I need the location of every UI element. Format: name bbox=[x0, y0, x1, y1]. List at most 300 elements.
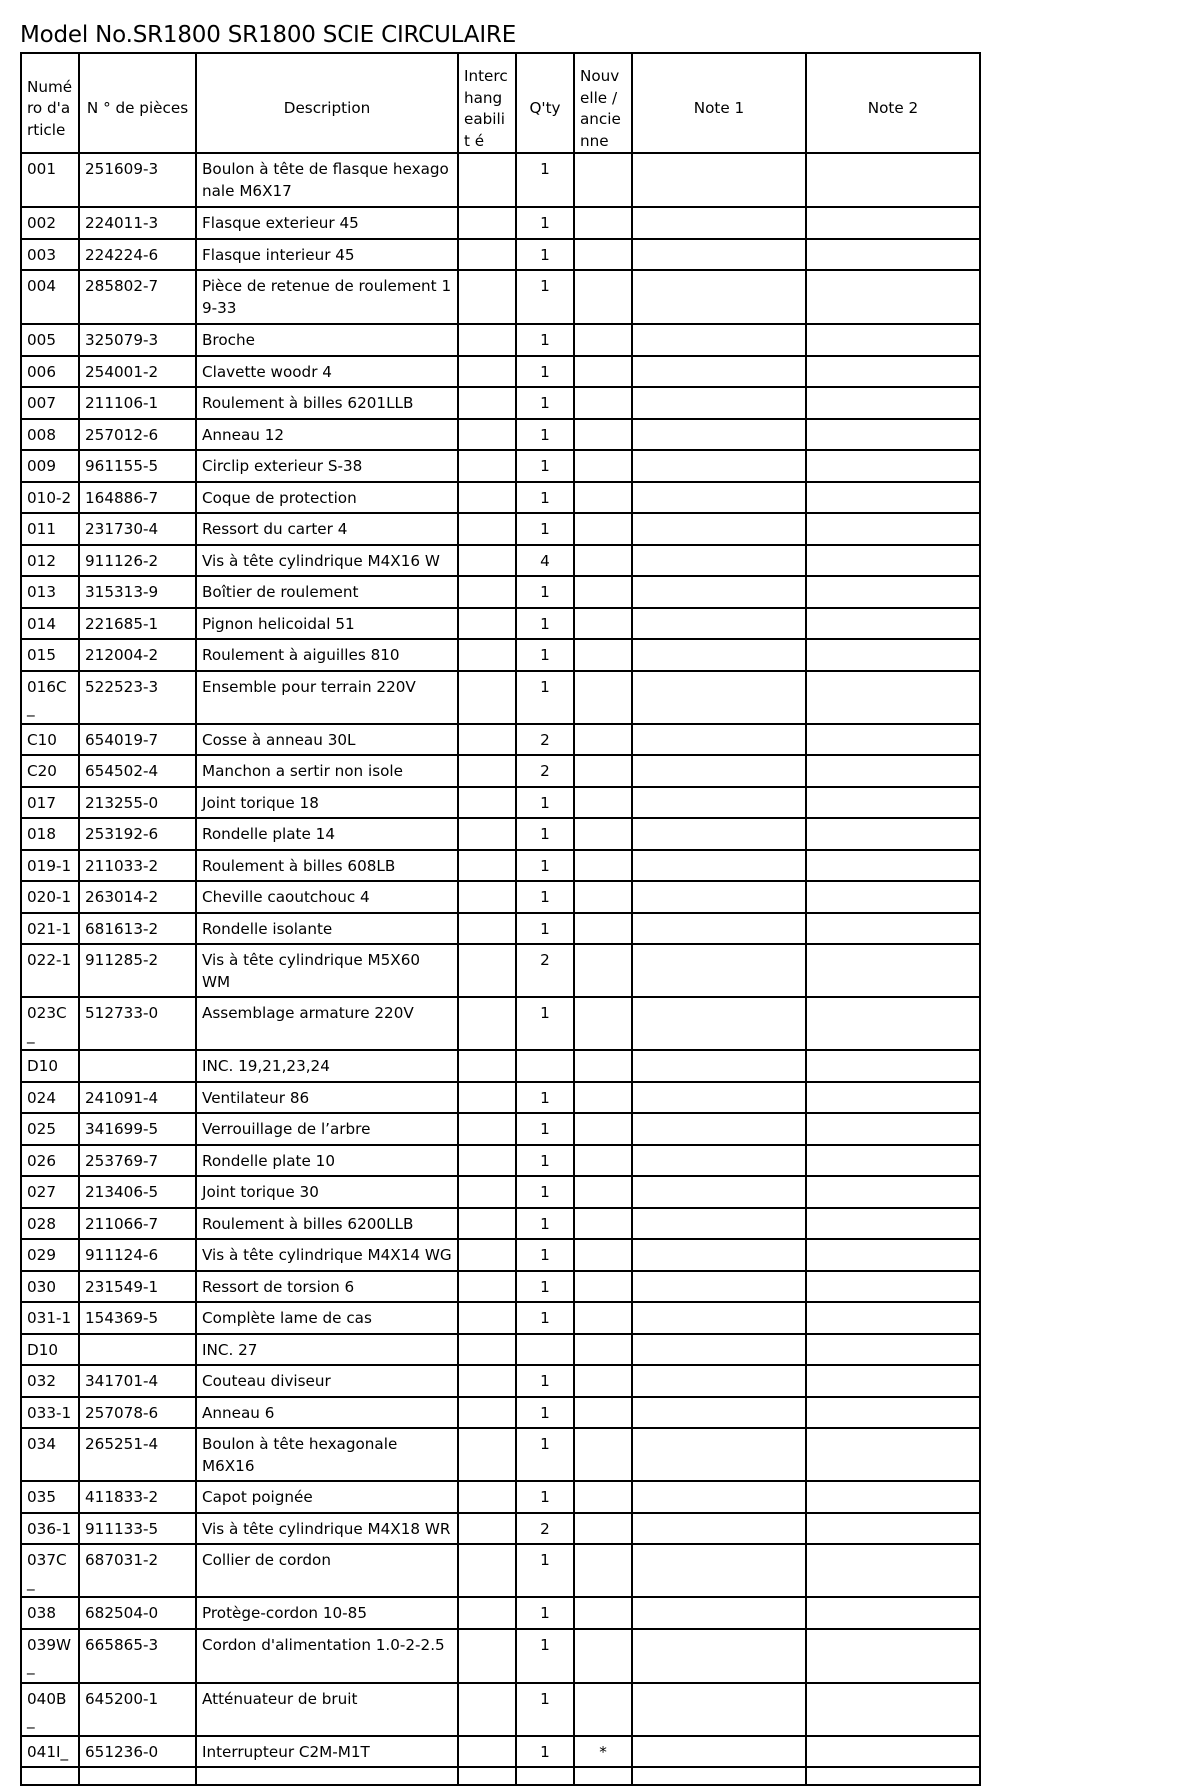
cell-description: Complète lame de cas bbox=[196, 1302, 458, 1334]
page-title: Model No.SR1800 SR1800 SCIE CIRCULAIRE bbox=[20, 22, 517, 48]
cell-new-old bbox=[574, 513, 632, 545]
table-row bbox=[21, 755, 980, 787]
cell-note-2 bbox=[806, 1082, 980, 1114]
cell-item-number: 009 bbox=[21, 450, 79, 482]
cell-description: Vis à tête cylindrique M4X18 WR bbox=[196, 1513, 458, 1545]
cell-quantity: 4 bbox=[516, 545, 574, 577]
cell-note-2 bbox=[806, 1145, 980, 1177]
parts-table-body bbox=[21, 153, 980, 1785]
cell-description: Ressort du carter 4 bbox=[196, 513, 458, 545]
cell-interchangeability bbox=[458, 1683, 516, 1736]
cell-interchangeability bbox=[458, 450, 516, 482]
cell-note-1 bbox=[632, 1767, 806, 1785]
cell-description: INC. 27 bbox=[196, 1334, 458, 1366]
cell-note-1 bbox=[632, 1176, 806, 1208]
cell-part-number: 254001-2 bbox=[79, 356, 196, 388]
cell-description: Anneau 12 bbox=[196, 419, 458, 451]
cell-quantity: 2 bbox=[516, 755, 574, 787]
cell-note-1 bbox=[632, 639, 806, 671]
cell-interchangeability bbox=[458, 1050, 516, 1082]
cell-item-number: 005 bbox=[21, 324, 79, 356]
table-row bbox=[21, 482, 980, 514]
cell-part-number: 285802-7 bbox=[79, 270, 196, 324]
cell-note-2 bbox=[806, 1397, 980, 1429]
cell-description: Manchon a sertir non isole bbox=[196, 755, 458, 787]
cell-part-number: 257078-6 bbox=[79, 1397, 196, 1429]
table-row bbox=[21, 270, 980, 324]
cell-quantity: 1 bbox=[516, 1736, 574, 1768]
cell-description: Ressort de torsion 6 bbox=[196, 1271, 458, 1303]
cell-description: Boîtier de roulement bbox=[196, 576, 458, 608]
header-description: Description bbox=[196, 53, 458, 153]
cell-quantity: 1 bbox=[516, 818, 574, 850]
cell-new-old bbox=[574, 450, 632, 482]
cell-note-1 bbox=[632, 1481, 806, 1513]
cell-interchangeability bbox=[458, 1365, 516, 1397]
cell-new-old bbox=[574, 1302, 632, 1334]
cell-item-number: 008 bbox=[21, 419, 79, 451]
header-new-old: Nouv elle / ancie nne bbox=[574, 53, 632, 153]
table-row bbox=[21, 1365, 980, 1397]
cell-part-number: 231730-4 bbox=[79, 513, 196, 545]
cell-note-1 bbox=[632, 324, 806, 356]
cell-new-old bbox=[574, 1683, 632, 1736]
cell-quantity: 1 bbox=[516, 387, 574, 419]
cell-note-1 bbox=[632, 239, 806, 271]
cell-new-old bbox=[574, 639, 632, 671]
header-note-2: Note 2 bbox=[806, 53, 980, 153]
header-interchangeability: Interc hang eabilit é bbox=[458, 53, 516, 153]
cell-item-number: C20 bbox=[21, 755, 79, 787]
cell-item-number: 025 bbox=[21, 1113, 79, 1145]
cell-note-2 bbox=[806, 545, 980, 577]
cell-part-number: 665865-3 bbox=[79, 1629, 196, 1683]
cell-note-1 bbox=[632, 576, 806, 608]
cell-part-number: 654019-7 bbox=[79, 724, 196, 756]
cell-item-number: 036-1 bbox=[21, 1513, 79, 1545]
cell-note-1 bbox=[632, 387, 806, 419]
cell-interchangeability bbox=[458, 997, 516, 1050]
cell-note-1 bbox=[632, 881, 806, 913]
cell-new-old bbox=[574, 1082, 632, 1114]
cell-note-1 bbox=[632, 787, 806, 819]
cell-note-2 bbox=[806, 513, 980, 545]
table-row bbox=[21, 787, 980, 819]
cell-interchangeability bbox=[458, 1302, 516, 1334]
table-row bbox=[21, 724, 980, 756]
cell-part-number: 257012-6 bbox=[79, 419, 196, 451]
cell-note-2 bbox=[806, 1176, 980, 1208]
cell-item-number: 015 bbox=[21, 639, 79, 671]
cell-new-old bbox=[574, 1334, 632, 1366]
cell-interchangeability bbox=[458, 1736, 516, 1768]
cell-description: Pièce de retenue de roulement 1 9-33 bbox=[196, 270, 458, 324]
table-row bbox=[21, 1428, 980, 1481]
cell-quantity: 1 bbox=[516, 1544, 574, 1597]
cell-note-2 bbox=[806, 153, 980, 207]
table-row bbox=[21, 1113, 980, 1145]
cell-description: Roulement à billes 6201LLB bbox=[196, 387, 458, 419]
cell-note-1 bbox=[632, 1208, 806, 1240]
cell-interchangeability bbox=[458, 913, 516, 945]
cell-part-number: 263014-2 bbox=[79, 881, 196, 913]
cell-description: Couteau diviseur bbox=[196, 1365, 458, 1397]
cell-new-old bbox=[574, 1050, 632, 1082]
cell-quantity: 1 bbox=[516, 881, 574, 913]
cell-note-2 bbox=[806, 850, 980, 882]
cell-note-1 bbox=[632, 482, 806, 514]
table-row bbox=[21, 1513, 980, 1545]
parts-table bbox=[20, 52, 981, 1786]
header-quantity: Q'ty bbox=[516, 53, 574, 153]
cell-item-number: 027 bbox=[21, 1176, 79, 1208]
cell-note-1 bbox=[632, 818, 806, 850]
cell-new-old bbox=[574, 270, 632, 324]
cell-note-1 bbox=[632, 1302, 806, 1334]
cell-note-2 bbox=[806, 1683, 980, 1736]
table-row bbox=[21, 1239, 980, 1271]
cell-item-number: 022-1 bbox=[21, 944, 79, 997]
cell-new-old bbox=[574, 850, 632, 882]
cell-item-number: 035 bbox=[21, 1481, 79, 1513]
cell-description: Roulement à billes 6200LLB bbox=[196, 1208, 458, 1240]
cell-note-1 bbox=[632, 608, 806, 640]
cell-description: Verrouillage de l’arbre bbox=[196, 1113, 458, 1145]
cell-item-number: 006 bbox=[21, 356, 79, 388]
cell-item-number: 038 bbox=[21, 1597, 79, 1629]
table-row bbox=[21, 850, 980, 882]
cell-interchangeability bbox=[458, 1481, 516, 1513]
cell-part-number: 221685-1 bbox=[79, 608, 196, 640]
table-row bbox=[21, 997, 980, 1050]
cell-description: Joint torique 18 bbox=[196, 787, 458, 819]
cell-description: Flasque interieur 45 bbox=[196, 239, 458, 271]
cell-new-old bbox=[574, 1113, 632, 1145]
cell-note-1 bbox=[632, 1629, 806, 1683]
table-row bbox=[21, 153, 980, 207]
cell-note-1 bbox=[632, 270, 806, 324]
cell-item-number: 041I_ bbox=[21, 1736, 79, 1768]
cell-new-old bbox=[574, 545, 632, 577]
cell-quantity: 1 bbox=[516, 207, 574, 239]
cell-part-number: 251609-3 bbox=[79, 153, 196, 207]
cell-note-1 bbox=[632, 1736, 806, 1768]
cell-quantity: 1 bbox=[516, 1597, 574, 1629]
cell-new-old bbox=[574, 1365, 632, 1397]
cell-item-number: 012 bbox=[21, 545, 79, 577]
table-row bbox=[21, 513, 980, 545]
cell-description: Cheville caoutchouc 4 bbox=[196, 881, 458, 913]
cell-interchangeability bbox=[458, 1145, 516, 1177]
cell-description: Pignon helicoidal 51 bbox=[196, 608, 458, 640]
cell-quantity: 1 bbox=[516, 153, 574, 207]
cell-description: Atténuateur de bruit bbox=[196, 1683, 458, 1736]
cell-part-number: 411833-2 bbox=[79, 1481, 196, 1513]
cell-quantity: 1 bbox=[516, 1145, 574, 1177]
cell-note-2 bbox=[806, 1736, 980, 1768]
table-row bbox=[21, 1544, 980, 1597]
cell-description: Broche bbox=[196, 324, 458, 356]
header-part-number: N ° de pièces bbox=[79, 53, 196, 153]
table-row bbox=[21, 1767, 980, 1785]
cell-new-old bbox=[574, 671, 632, 724]
cell-note-2 bbox=[806, 1481, 980, 1513]
cell-part-number: 253769-7 bbox=[79, 1145, 196, 1177]
cell-description: Vis à tête cylindrique M4X14 WG bbox=[196, 1239, 458, 1271]
cell-part-number bbox=[79, 1050, 196, 1082]
cell-description: Boulon à tête hexagonale M6X16 bbox=[196, 1428, 458, 1481]
cell-note-1 bbox=[632, 671, 806, 724]
table-row bbox=[21, 207, 980, 239]
cell-item-number bbox=[21, 1767, 79, 1785]
cell-note-2 bbox=[806, 387, 980, 419]
cell-item-number: 003 bbox=[21, 239, 79, 271]
cell-note-2 bbox=[806, 1050, 980, 1082]
table-row bbox=[21, 1397, 980, 1429]
cell-interchangeability bbox=[458, 513, 516, 545]
cell-part-number bbox=[79, 1767, 196, 1785]
cell-part-number: 211033-2 bbox=[79, 850, 196, 882]
cell-description: INC. 19,21,23,24 bbox=[196, 1050, 458, 1082]
cell-new-old bbox=[574, 881, 632, 913]
table-row bbox=[21, 387, 980, 419]
cell-item-number: 029 bbox=[21, 1239, 79, 1271]
table-row bbox=[21, 1050, 980, 1082]
cell-item-number: 024 bbox=[21, 1082, 79, 1114]
cell-note-2 bbox=[806, 913, 980, 945]
cell-interchangeability bbox=[458, 356, 516, 388]
cell-new-old bbox=[574, 997, 632, 1050]
cell-quantity: 1 bbox=[516, 639, 574, 671]
cell-new-old bbox=[574, 608, 632, 640]
cell-description: Rondelle isolante bbox=[196, 913, 458, 945]
table-row bbox=[21, 608, 980, 640]
cell-quantity: 1 bbox=[516, 1365, 574, 1397]
cell-description: Joint torique 30 bbox=[196, 1176, 458, 1208]
table-row bbox=[21, 1208, 980, 1240]
cell-note-2 bbox=[806, 1767, 980, 1785]
cell-part-number: 231549-1 bbox=[79, 1271, 196, 1303]
cell-note-1 bbox=[632, 997, 806, 1050]
cell-part-number: 211066-7 bbox=[79, 1208, 196, 1240]
cell-item-number: 037C_ bbox=[21, 1544, 79, 1597]
cell-item-number: 001 bbox=[21, 153, 79, 207]
cell-description: Interrupteur C2M-M1T bbox=[196, 1736, 458, 1768]
cell-interchangeability bbox=[458, 324, 516, 356]
cell-interchangeability bbox=[458, 1113, 516, 1145]
cell-part-number: 961155-5 bbox=[79, 450, 196, 482]
cell-description: Clavette woodr 4 bbox=[196, 356, 458, 388]
cell-quantity: 1 bbox=[516, 1629, 574, 1683]
cell-quantity: 1 bbox=[516, 1271, 574, 1303]
cell-description: Flasque exterieur 45 bbox=[196, 207, 458, 239]
cell-part-number: 253192-6 bbox=[79, 818, 196, 850]
cell-item-number: 004 bbox=[21, 270, 79, 324]
cell-part-number: 645200-1 bbox=[79, 1683, 196, 1736]
cell-new-old bbox=[574, 1271, 632, 1303]
cell-quantity: 1 bbox=[516, 1481, 574, 1513]
cell-quantity: 1 bbox=[516, 997, 574, 1050]
cell-quantity: 1 bbox=[516, 239, 574, 271]
cell-note-1 bbox=[632, 1397, 806, 1429]
cell-new-old bbox=[574, 1145, 632, 1177]
cell-part-number: 911126-2 bbox=[79, 545, 196, 577]
cell-new-old bbox=[574, 1767, 632, 1785]
cell-note-2 bbox=[806, 1113, 980, 1145]
cell-interchangeability bbox=[458, 850, 516, 882]
cell-part-number: 224011-3 bbox=[79, 207, 196, 239]
cell-quantity: 1 bbox=[516, 787, 574, 819]
cell-note-2 bbox=[806, 356, 980, 388]
cell-new-old bbox=[574, 787, 632, 819]
cell-interchangeability bbox=[458, 1428, 516, 1481]
cell-quantity: 1 bbox=[516, 356, 574, 388]
cell-interchangeability bbox=[458, 671, 516, 724]
cell-item-number: 020-1 bbox=[21, 881, 79, 913]
cell-part-number bbox=[79, 1334, 196, 1366]
cell-interchangeability bbox=[458, 639, 516, 671]
cell-quantity: 1 bbox=[516, 419, 574, 451]
table-row bbox=[21, 450, 980, 482]
table-row bbox=[21, 671, 980, 724]
cell-part-number: 654502-4 bbox=[79, 755, 196, 787]
cell-interchangeability bbox=[458, 1513, 516, 1545]
cell-part-number: 911133-5 bbox=[79, 1513, 196, 1545]
cell-quantity: 1 bbox=[516, 671, 574, 724]
cell-note-1 bbox=[632, 1544, 806, 1597]
cell-interchangeability bbox=[458, 207, 516, 239]
cell-item-number: 014 bbox=[21, 608, 79, 640]
cell-description: Rondelle plate 10 bbox=[196, 1145, 458, 1177]
table-row bbox=[21, 356, 980, 388]
cell-note-2 bbox=[806, 1302, 980, 1334]
cell-item-number: D10 bbox=[21, 1050, 79, 1082]
cell-description: Cosse à anneau 30L bbox=[196, 724, 458, 756]
cell-interchangeability bbox=[458, 1239, 516, 1271]
cell-quantity bbox=[516, 1767, 574, 1785]
cell-note-1 bbox=[632, 419, 806, 451]
cell-description bbox=[196, 1767, 458, 1785]
cell-part-number: 341701-4 bbox=[79, 1365, 196, 1397]
cell-note-1 bbox=[632, 1365, 806, 1397]
cell-note-2 bbox=[806, 1544, 980, 1597]
cell-quantity: 1 bbox=[516, 576, 574, 608]
cell-interchangeability bbox=[458, 724, 516, 756]
table-row bbox=[21, 1683, 980, 1736]
cell-new-old bbox=[574, 724, 632, 756]
cell-note-2 bbox=[806, 671, 980, 724]
cell-description: Coque de protection bbox=[196, 482, 458, 514]
cell-note-2 bbox=[806, 787, 980, 819]
cell-new-old bbox=[574, 387, 632, 419]
cell-note-2 bbox=[806, 1334, 980, 1366]
cell-description: Collier de cordon bbox=[196, 1544, 458, 1597]
cell-quantity: 1 bbox=[516, 1397, 574, 1429]
cell-note-2 bbox=[806, 450, 980, 482]
cell-quantity: 2 bbox=[516, 1513, 574, 1545]
table-row bbox=[21, 818, 980, 850]
cell-interchangeability bbox=[458, 1208, 516, 1240]
cell-part-number: 681613-2 bbox=[79, 913, 196, 945]
cell-quantity: 2 bbox=[516, 944, 574, 997]
cell-interchangeability bbox=[458, 881, 516, 913]
cell-note-1 bbox=[632, 724, 806, 756]
cell-item-number: 011 bbox=[21, 513, 79, 545]
cell-quantity: 1 bbox=[516, 270, 574, 324]
cell-interchangeability bbox=[458, 818, 516, 850]
cell-note-2 bbox=[806, 944, 980, 997]
cell-description: Roulement à billes 608LB bbox=[196, 850, 458, 882]
cell-item-number: 039W _ bbox=[21, 1629, 79, 1683]
cell-interchangeability bbox=[458, 1176, 516, 1208]
cell-new-old bbox=[574, 755, 632, 787]
cell-note-1 bbox=[632, 207, 806, 239]
cell-note-2 bbox=[806, 1208, 980, 1240]
cell-part-number: 911124-6 bbox=[79, 1239, 196, 1271]
cell-new-old bbox=[574, 1397, 632, 1429]
cell-note-2 bbox=[806, 1239, 980, 1271]
cell-note-1 bbox=[632, 1113, 806, 1145]
cell-item-number: 040B_ bbox=[21, 1683, 79, 1736]
cell-new-old bbox=[574, 1239, 632, 1271]
cell-note-1 bbox=[632, 1428, 806, 1481]
cell-item-number: 021-1 bbox=[21, 913, 79, 945]
cell-new-old bbox=[574, 153, 632, 207]
cell-description: Assemblage armature 220V bbox=[196, 997, 458, 1050]
table-row bbox=[21, 1629, 980, 1683]
cell-quantity: 1 bbox=[516, 1239, 574, 1271]
cell-interchangeability bbox=[458, 608, 516, 640]
cell-part-number: 682504-0 bbox=[79, 1597, 196, 1629]
cell-note-1 bbox=[632, 850, 806, 882]
cell-item-number: 033-1 bbox=[21, 1397, 79, 1429]
cell-note-2 bbox=[806, 270, 980, 324]
cell-note-1 bbox=[632, 356, 806, 388]
cell-description: Roulement à aiguilles 810 bbox=[196, 639, 458, 671]
cell-note-2 bbox=[806, 1597, 980, 1629]
cell-interchangeability bbox=[458, 270, 516, 324]
cell-note-1 bbox=[632, 1145, 806, 1177]
table-row bbox=[21, 545, 980, 577]
cell-quantity: 1 bbox=[516, 1176, 574, 1208]
cell-new-old: * bbox=[574, 1736, 632, 1768]
cell-note-1 bbox=[632, 1050, 806, 1082]
cell-interchangeability bbox=[458, 1271, 516, 1303]
cell-item-number: 007 bbox=[21, 387, 79, 419]
table-row bbox=[21, 1082, 980, 1114]
cell-note-2 bbox=[806, 1629, 980, 1683]
cell-part-number: 315313-9 bbox=[79, 576, 196, 608]
cell-quantity: 1 bbox=[516, 913, 574, 945]
cell-note-1 bbox=[632, 513, 806, 545]
cell-new-old bbox=[574, 1208, 632, 1240]
cell-note-2 bbox=[806, 724, 980, 756]
cell-item-number: 023C_ bbox=[21, 997, 79, 1050]
cell-note-1 bbox=[632, 450, 806, 482]
table-row bbox=[21, 639, 980, 671]
cell-part-number: 212004-2 bbox=[79, 639, 196, 671]
cell-interchangeability bbox=[458, 1544, 516, 1597]
cell-new-old bbox=[574, 1481, 632, 1513]
cell-note-1 bbox=[632, 1334, 806, 1366]
cell-interchangeability bbox=[458, 787, 516, 819]
table-row bbox=[21, 1302, 980, 1334]
cell-interchangeability bbox=[458, 755, 516, 787]
cell-description: Cordon d'alimentation 1.0-2-2.5 bbox=[196, 1629, 458, 1683]
cell-part-number: 213406-5 bbox=[79, 1176, 196, 1208]
cell-interchangeability bbox=[458, 1334, 516, 1366]
cell-note-2 bbox=[806, 608, 980, 640]
